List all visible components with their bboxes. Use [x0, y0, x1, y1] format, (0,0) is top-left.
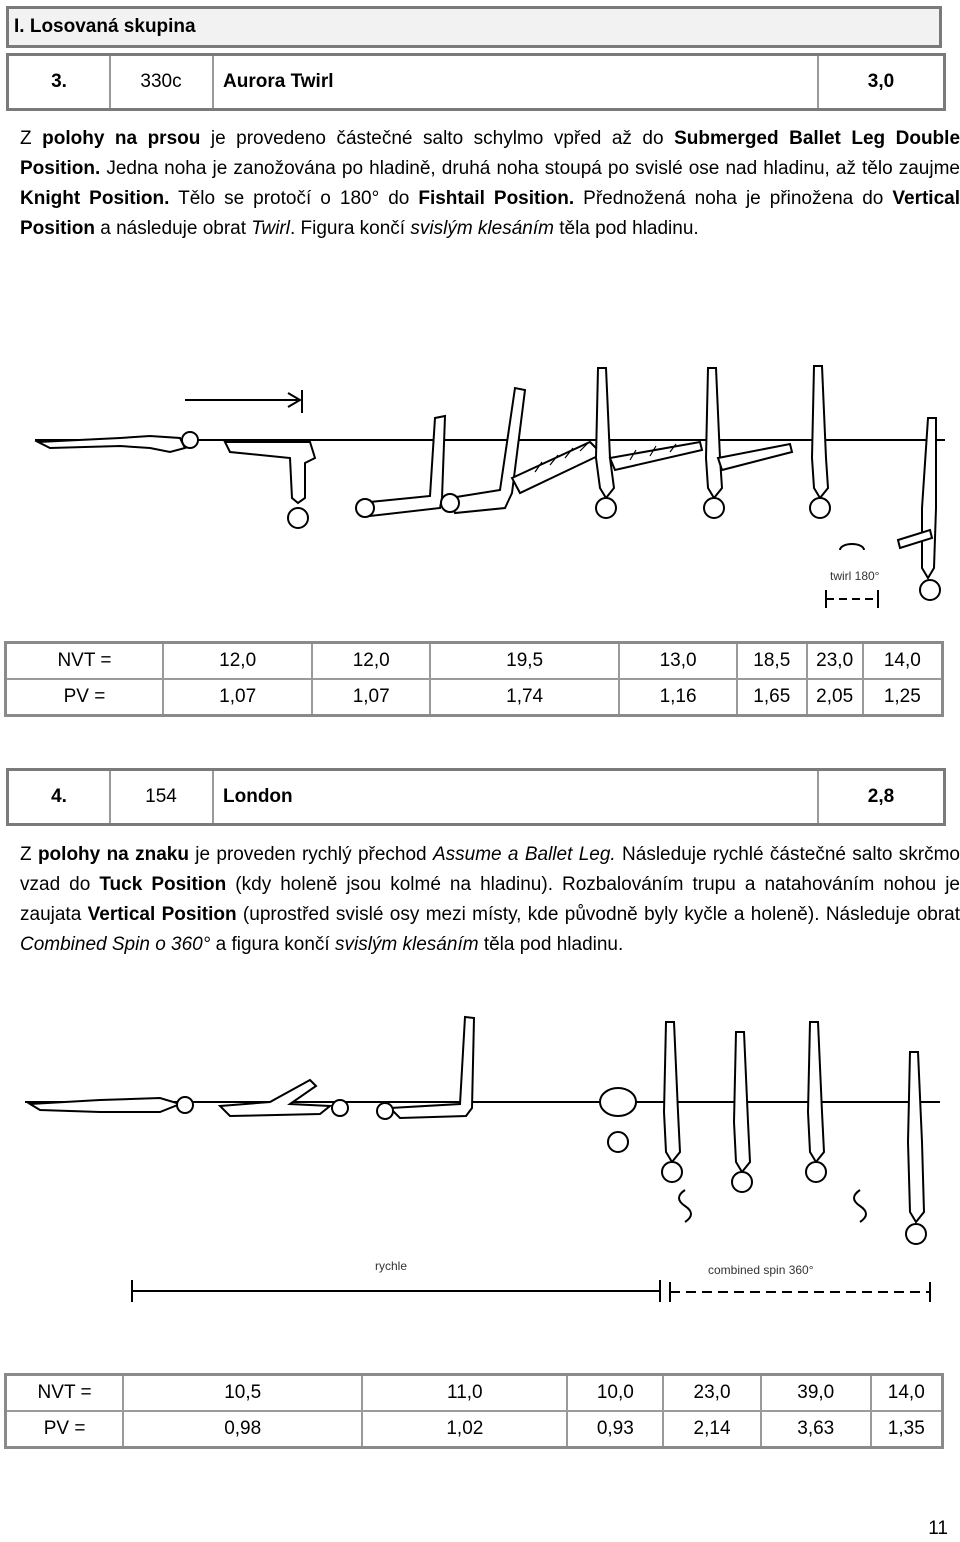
figure4-number: 4.	[51, 786, 67, 807]
nvt-value: 13,0	[619, 643, 737, 680]
figure3-pv-row	[6, 679, 943, 716]
figure3-text-segment: Vertical Position	[20, 188, 960, 239]
nvt-value: 12,0	[312, 643, 430, 680]
figure3-illustration	[30, 358, 950, 620]
figure4-text-segment: Následuje rychlé částečné salto skrčmo vzad do	[20, 844, 960, 895]
figure4-text-segment: těla pod hladinu.	[478, 934, 624, 955]
group-title: I. Losovaná skupina	[14, 16, 196, 37]
nvt-value: 18,5	[737, 643, 807, 680]
figure4-score-table	[4, 1373, 944, 1449]
figure4-text-segment: polohy na znaku	[37, 844, 189, 865]
nvt-value: 14,0	[863, 643, 943, 680]
pv-value: 0,93	[567, 1411, 663, 1448]
pv-value: 1,02	[362, 1411, 567, 1448]
figure3-text-segment: Knight Position.	[20, 188, 170, 209]
pv-value: 1,74	[430, 679, 619, 716]
figure3-name: Aurora Twirl	[223, 71, 334, 92]
figure4-code: 154	[145, 786, 177, 807]
figure4-text-segment: Vertical Position	[87, 904, 237, 925]
figure3-text-segment: svislým klesáním	[410, 218, 554, 239]
nvt-value: 11,0	[362, 1375, 567, 1412]
pv-value: 2,14	[663, 1411, 761, 1448]
figure4-pv-row	[6, 1411, 943, 1448]
figure4-illustration	[20, 1012, 950, 1312]
figure4-difficulty: 2,8	[867, 786, 895, 807]
figure3-number: 3.	[51, 71, 67, 92]
figure3-text-segment: Fishtail Position.	[418, 188, 575, 209]
figure3-difficulty: 3,0	[867, 71, 895, 92]
page-number: 11	[928, 1518, 948, 1539]
pv-value: 1,07	[163, 679, 312, 716]
figure4-text-segment: je proveden rychlý přechod	[188, 844, 433, 865]
figure3-text-segment: Přednožená noha je přinožena do	[574, 188, 893, 209]
figure4-description	[20, 840, 960, 960]
figure4-fast-label: rychle	[375, 1259, 408, 1273]
figure4-text-segment: Tuck Position	[99, 874, 227, 895]
figure3-text-segment: polohy na prsou	[42, 128, 201, 149]
figure3-text-segment: Twirl	[251, 218, 290, 239]
figure4-text-segment: Combined Spin o 360°	[20, 934, 211, 955]
nvt-value: 23,0	[663, 1375, 761, 1412]
figure4-text-segment: a figura končí	[210, 934, 335, 955]
figure3-code: 330c	[140, 71, 182, 92]
figure4-text-segment: Assume a Ballet Leg.	[432, 844, 616, 865]
nvt-value: 39,0	[761, 1375, 871, 1412]
figure3-text-segment: je provedeno částečné salto schylmo vpřed až do	[200, 128, 675, 149]
nvt-value: 19,5	[430, 643, 619, 680]
figure3-text-segment: Tělo se protočí o 180° do	[169, 188, 419, 209]
nvt-value: 23,0	[807, 643, 863, 680]
figure3-text-segment: a následuje obrat	[94, 218, 252, 239]
pv-value: 0,98	[123, 1411, 362, 1448]
figure3-text-segment: těla pod hladinu.	[553, 218, 699, 239]
pv-value: 1,35	[871, 1411, 943, 1448]
nvt-label: NVT =	[6, 1375, 124, 1412]
pv-label: PV =	[6, 1411, 124, 1448]
figure4-text-segment: svislým klesáním	[334, 934, 479, 955]
figure3-text-segment: Submerged Ballet Leg Double Position.	[20, 128, 960, 179]
figure3-twirl-label: twirl 180°	[830, 569, 880, 583]
figure3-header	[6, 53, 946, 111]
figure3-nvt-row	[6, 643, 943, 680]
pv-label: PV =	[6, 679, 163, 716]
pv-value: 1,16	[619, 679, 737, 716]
figure4-name: London	[223, 786, 293, 807]
figure4-header	[6, 768, 946, 826]
figure4-text-segment: Z	[20, 844, 38, 865]
nvt-value: 12,0	[163, 643, 312, 680]
nvt-label: NVT =	[6, 643, 163, 680]
figure4-text-segment: (uprostřed svislé osy mezi místy, kde původně byly kyčle a holeně). Následuje obrat	[236, 904, 960, 925]
figure3-score-table	[4, 641, 944, 717]
figure3-description	[20, 124, 960, 244]
pv-value: 3,63	[761, 1411, 871, 1448]
figure4-text-segment: (kdy holeně jsou kolmé na hladinu). Rozbalováním trupu a natahováním nohou je zaujata	[20, 874, 960, 925]
pv-value: 2,05	[807, 679, 863, 716]
figure4-nvt-row	[6, 1375, 943, 1412]
nvt-value: 14,0	[871, 1375, 943, 1412]
figure3-text-segment: . Figura končí	[289, 218, 411, 239]
pv-value: 1,07	[312, 679, 430, 716]
nvt-value: 10,5	[123, 1375, 362, 1412]
pv-value: 1,25	[863, 679, 943, 716]
nvt-value: 10,0	[567, 1375, 663, 1412]
figure4-spin-label: combined spin 360°	[708, 1263, 814, 1277]
figure3-text-segment: Jedna noha je zanožována po hladině, druhá noha stoupá po svislé ose nad hladinu, až tělo zaujme	[100, 158, 960, 179]
pv-value: 1,65	[737, 679, 807, 716]
figure3-text-segment: Z	[20, 128, 43, 149]
